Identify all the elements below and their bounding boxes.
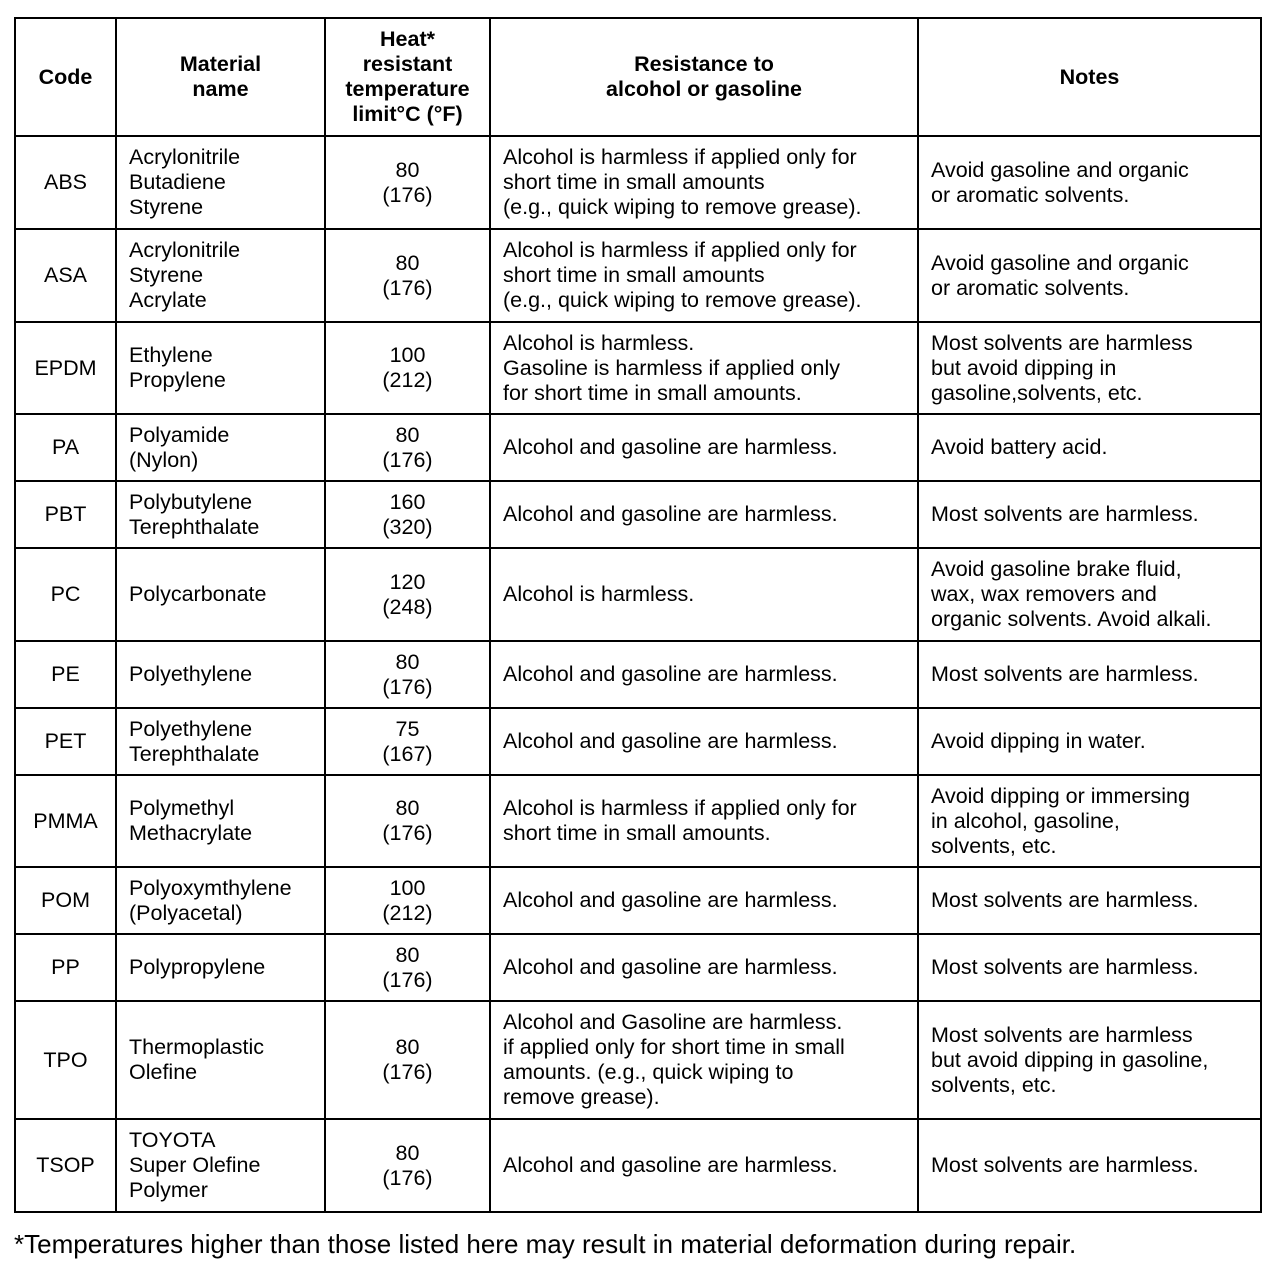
cell-line: Avoid gasoline brake fluid, bbox=[931, 557, 1182, 581]
material-name-cell bbox=[116, 322, 325, 414]
cell-line: Polybutylene bbox=[129, 489, 253, 514]
cell-line: but avoid dipping in bbox=[931, 355, 1117, 380]
cell-line: Most solvents are harmless. bbox=[931, 662, 1199, 686]
cell-line: Olefine bbox=[129, 1060, 198, 1084]
cell-line: 80 bbox=[395, 796, 420, 820]
table-row bbox=[15, 708, 1261, 775]
cell-line: (176) bbox=[382, 182, 433, 207]
cell-line: Terephthalate bbox=[129, 514, 260, 539]
cell-line: Avoid dipping or immersing bbox=[931, 783, 1190, 808]
code-cell: EPDM bbox=[15, 322, 116, 414]
code-cell: PP bbox=[15, 934, 116, 1001]
code-cell: TPO bbox=[15, 1001, 116, 1119]
table-row bbox=[15, 867, 1261, 934]
heat-limit-cell bbox=[325, 1001, 490, 1119]
notes-cell bbox=[918, 775, 1261, 867]
table-row bbox=[15, 934, 1261, 1001]
table-row bbox=[15, 548, 1261, 641]
cell-line: in alcohol, gasoline, bbox=[931, 808, 1120, 833]
cell-line: Super Olefine bbox=[129, 1153, 261, 1177]
heat-limit-cell bbox=[325, 775, 490, 867]
cell-line: Acrylonitrile bbox=[129, 145, 241, 169]
cell-line: (Polyacetal) bbox=[129, 900, 243, 925]
code-cell: PC bbox=[15, 548, 116, 641]
cell-line: amounts. (e.g., quick wiping to bbox=[503, 1060, 794, 1084]
cell-line: TOYOTA bbox=[129, 1128, 216, 1152]
cell-line: Polycarbonate bbox=[129, 582, 267, 606]
cell-line: 80 bbox=[395, 250, 420, 275]
cell-line: Most solvents are harmless. bbox=[931, 888, 1199, 912]
heat-limit-cell bbox=[325, 867, 490, 934]
header-heat-limit: Heat* resistant temperature limit°C (°F) bbox=[325, 18, 490, 136]
code-cell: POM bbox=[15, 867, 116, 934]
heat-limit-cell bbox=[325, 229, 490, 322]
code-cell: ABS bbox=[15, 136, 116, 229]
cell-line: for short time in small amounts. bbox=[503, 380, 802, 405]
resistance-cell bbox=[490, 548, 918, 641]
cell-line: Butadiene bbox=[129, 170, 226, 194]
cell-line: (e.g., quick wiping to remove grease). bbox=[503, 195, 862, 219]
cell-line: Styrene bbox=[129, 263, 204, 287]
heat-limit-cell bbox=[325, 322, 490, 414]
cell-line: 80 bbox=[395, 649, 420, 674]
header-notes: Notes bbox=[918, 18, 1261, 136]
cell-line: (212) bbox=[382, 900, 433, 925]
cell-line: Alcohol and gasoline are harmless. bbox=[503, 1153, 838, 1177]
cell-line: 120 bbox=[389, 569, 426, 594]
code-cell: TSOP bbox=[15, 1119, 116, 1212]
cell-line: Avoid gasoline and organic bbox=[931, 250, 1189, 275]
cell-line: 100 bbox=[389, 875, 426, 900]
cell-line: Acrylate bbox=[129, 288, 207, 312]
cell-line: Alcohol is harmless if applied only for bbox=[503, 796, 857, 820]
cell-line: or aromatic solvents. bbox=[931, 182, 1130, 207]
cell-line: Most solvents are harmless. bbox=[931, 502, 1199, 526]
cell-line: Polyamide bbox=[129, 422, 230, 447]
cell-line: (176) bbox=[382, 275, 433, 300]
notes-cell bbox=[918, 136, 1261, 229]
heat-limit-cell bbox=[325, 548, 490, 641]
resistance-cell bbox=[490, 934, 918, 1001]
cell-line: Avoid battery acid. bbox=[931, 435, 1108, 459]
material-name-cell bbox=[116, 708, 325, 775]
resistance-cell bbox=[490, 481, 918, 548]
cell-line: 80 bbox=[395, 942, 420, 967]
cell-line: 80 bbox=[395, 422, 420, 447]
cell-line: 160 bbox=[389, 489, 426, 514]
cell-line: (167) bbox=[382, 741, 433, 766]
material-name-cell bbox=[116, 229, 325, 322]
cell-line: (e.g., quick wiping to remove grease). bbox=[503, 288, 862, 312]
cell-line: (320) bbox=[382, 514, 433, 539]
cell-line: Polyoxymthylene bbox=[129, 875, 292, 900]
resistance-cell bbox=[490, 775, 918, 867]
notes-cell bbox=[918, 867, 1261, 934]
table-row bbox=[15, 481, 1261, 548]
table-row bbox=[15, 322, 1261, 414]
cell-line: Thermoplastic bbox=[129, 1035, 265, 1059]
cell-line: short time in small amounts bbox=[503, 170, 765, 194]
cell-line: Alcohol and Gasoline are harmless. bbox=[503, 1010, 843, 1034]
materials-table bbox=[14, 17, 1262, 1213]
cell-line: (176) bbox=[382, 1165, 433, 1190]
cell-line: Alcohol is harmless if applied only for bbox=[503, 145, 857, 169]
cell-line: Polymethyl bbox=[129, 796, 235, 820]
cell-line: short time in small amounts. bbox=[503, 821, 771, 845]
cell-line: (248) bbox=[382, 594, 433, 619]
code-cell: PE bbox=[15, 641, 116, 708]
cell-line: Alcohol and gasoline are harmless. bbox=[503, 888, 838, 912]
table-row bbox=[15, 775, 1261, 867]
notes-cell bbox=[918, 708, 1261, 775]
cell-line: Alcohol is harmless. bbox=[503, 582, 695, 606]
cell-line: Alcohol and gasoline are harmless. bbox=[503, 662, 838, 686]
table-row bbox=[15, 136, 1261, 229]
material-name-cell bbox=[116, 934, 325, 1001]
heat-limit-cell bbox=[325, 708, 490, 775]
cell-line: Ethylene bbox=[129, 343, 213, 367]
table-row bbox=[15, 1119, 1261, 1212]
cell-line: Polymer bbox=[129, 1178, 208, 1202]
resistance-cell bbox=[490, 1001, 918, 1119]
cell-line: (212) bbox=[382, 368, 433, 392]
material-name-cell bbox=[116, 481, 325, 548]
heat-limit-cell bbox=[325, 136, 490, 229]
cell-line: Alcohol is harmless if applied only for bbox=[503, 238, 857, 262]
cell-line: Gasoline is harmless if applied only bbox=[503, 355, 840, 380]
table-row bbox=[15, 1001, 1261, 1119]
cell-line: Alcohol and gasoline are harmless. bbox=[503, 502, 838, 526]
footnote: *Temperatures higher than those listed here may result in material deformation during repair. bbox=[14, 1229, 1077, 1259]
cell-line: Methacrylate bbox=[129, 821, 253, 845]
notes-cell bbox=[918, 548, 1261, 641]
cell-line: Alcohol and gasoline are harmless. bbox=[503, 955, 838, 979]
cell-line: Most solvents are harmless. bbox=[931, 955, 1199, 979]
notes-cell bbox=[918, 229, 1261, 322]
header-row bbox=[15, 18, 1261, 136]
table-body bbox=[15, 136, 1261, 1212]
material-name-cell bbox=[116, 775, 325, 867]
cell-line: Most solvents are harmless. bbox=[931, 1153, 1199, 1177]
cell-line: short time in small amounts bbox=[503, 263, 765, 287]
header-material-name: Material name bbox=[116, 18, 325, 136]
heat-limit-cell bbox=[325, 641, 490, 708]
header-code: Code bbox=[15, 18, 116, 136]
cell-line: 75 bbox=[395, 716, 420, 741]
code-cell: PBT bbox=[15, 481, 116, 548]
cell-line: solvents, etc. bbox=[931, 1072, 1057, 1097]
cell-line: (176) bbox=[382, 447, 433, 472]
cell-line: or aromatic solvents. bbox=[931, 275, 1130, 300]
material-name-cell bbox=[116, 641, 325, 708]
cell-line: Terephthalate bbox=[129, 741, 260, 766]
cell-line: Avoid gasoline and organic bbox=[931, 157, 1189, 182]
heat-limit-cell bbox=[325, 414, 490, 481]
resistance-cell bbox=[490, 229, 918, 322]
material-name-cell bbox=[116, 1001, 325, 1119]
heat-limit-cell bbox=[325, 481, 490, 548]
cell-line: Alcohol and gasoline are harmless. bbox=[503, 435, 838, 459]
resistance-cell bbox=[490, 867, 918, 934]
cell-line: if applied only for short time in small bbox=[503, 1035, 845, 1059]
resistance-cell bbox=[490, 1119, 918, 1212]
notes-cell bbox=[918, 1119, 1261, 1212]
cell-line: 80 bbox=[395, 157, 420, 182]
cell-line: Acrylonitrile bbox=[129, 238, 241, 262]
cell-line: Styrene bbox=[129, 195, 204, 219]
cell-line: wax, wax removers and bbox=[931, 582, 1157, 606]
cell-line: (Nylon) bbox=[129, 447, 199, 472]
cell-line: (176) bbox=[382, 1060, 433, 1084]
code-cell: PET bbox=[15, 708, 116, 775]
cell-line: organic solvents. Avoid alkali. bbox=[931, 607, 1212, 631]
cell-line: but avoid dipping in gasoline, bbox=[931, 1047, 1209, 1072]
material-name-cell bbox=[116, 867, 325, 934]
cell-line: (176) bbox=[382, 967, 433, 992]
resistance-cell bbox=[490, 708, 918, 775]
resistance-cell bbox=[490, 414, 918, 481]
cell-line: Most solvents are harmless bbox=[931, 330, 1193, 355]
table-row bbox=[15, 229, 1261, 322]
material-name-cell bbox=[116, 1119, 325, 1212]
cell-line: Alcohol and gasoline are harmless. bbox=[503, 729, 838, 753]
notes-cell bbox=[918, 641, 1261, 708]
cell-line: 80 bbox=[395, 1035, 420, 1059]
cell-line: Most solvents are harmless bbox=[931, 1022, 1193, 1047]
resistance-cell bbox=[490, 322, 918, 414]
cell-line: (176) bbox=[382, 821, 433, 845]
notes-cell bbox=[918, 414, 1261, 481]
heat-limit-cell bbox=[325, 934, 490, 1001]
table-row bbox=[15, 641, 1261, 708]
notes-cell bbox=[918, 1001, 1261, 1119]
header-resistance: Resistance to alcohol or gasoline bbox=[490, 18, 918, 136]
material-name-cell bbox=[116, 136, 325, 229]
cell-line: Avoid dipping in water. bbox=[931, 729, 1146, 753]
cell-line: Polyethylene bbox=[129, 662, 253, 686]
cell-line: gasoline,solvents, etc. bbox=[931, 380, 1143, 405]
cell-line: 80 bbox=[395, 1140, 420, 1165]
cell-line: Polyethylene bbox=[129, 716, 253, 741]
material-name-cell bbox=[116, 414, 325, 481]
notes-cell bbox=[918, 934, 1261, 1001]
heat-limit-cell bbox=[325, 1119, 490, 1212]
code-cell: PA bbox=[15, 414, 116, 481]
notes-cell bbox=[918, 481, 1261, 548]
code-cell: ASA bbox=[15, 229, 116, 322]
notes-cell bbox=[918, 322, 1261, 414]
cell-line: Propylene bbox=[129, 368, 226, 392]
resistance-cell bbox=[490, 136, 918, 229]
cell-line: (176) bbox=[382, 674, 433, 699]
cell-line: solvents, etc. bbox=[931, 833, 1057, 858]
code-cell: PMMA bbox=[15, 775, 116, 867]
cell-line: remove grease). bbox=[503, 1085, 660, 1109]
cell-line: Alcohol is harmless. bbox=[503, 330, 695, 355]
resistance-cell bbox=[490, 641, 918, 708]
cell-line: 100 bbox=[389, 343, 426, 367]
material-name-cell bbox=[116, 548, 325, 641]
cell-line: Polypropylene bbox=[129, 955, 266, 979]
table-row bbox=[15, 414, 1261, 481]
